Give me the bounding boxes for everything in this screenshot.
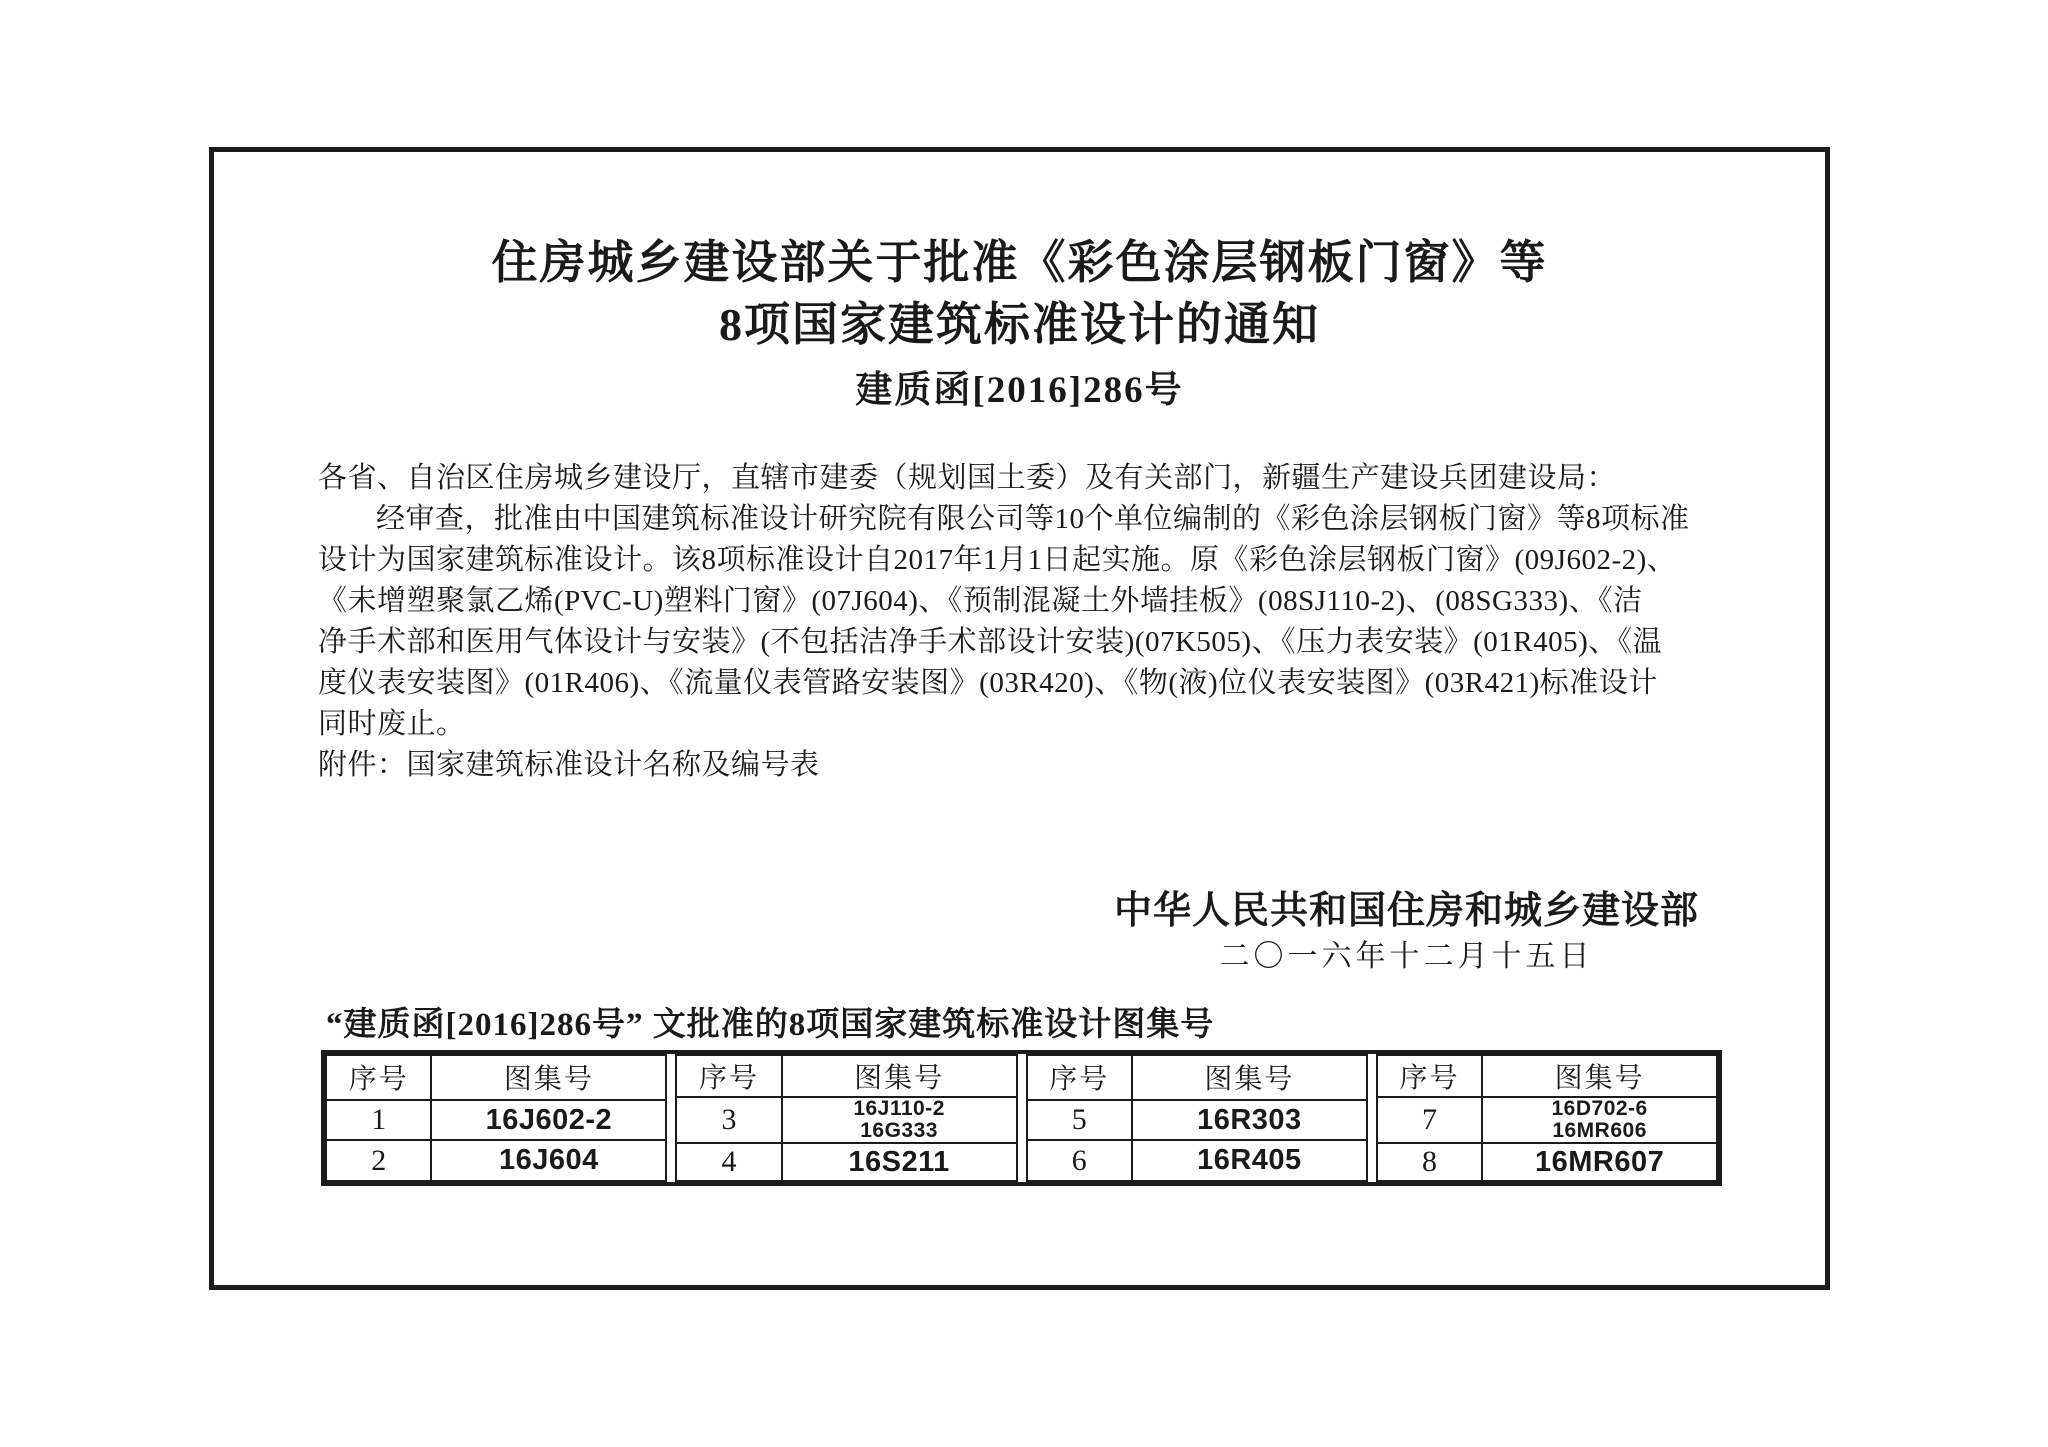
column-header-serial: 序号 <box>326 1055 431 1100</box>
table-caption: “建质函[2016]286号” 文批准的8项国家建筑标准设计图集号 <box>326 1007 1215 1043</box>
column-header-catalog: 图集号 <box>431 1055 666 1100</box>
catalog-number: 16J110-2 <box>853 1097 945 1120</box>
column-header-serial: 序号 <box>1027 1055 1132 1100</box>
catalog-cell: 16R303 <box>1132 1100 1367 1141</box>
body-line-attachment: 附件：国家建筑标准设计名称及编号表 <box>318 749 820 781</box>
serial-cell: 6 <box>1027 1140 1132 1181</box>
serial-cell: 1 <box>326 1100 431 1141</box>
document-title-line-1: 住房城乡建设部关于批准《彩色涂层钢板门窗》等 <box>491 237 1548 288</box>
catalog-number: 16G333 <box>860 1119 938 1142</box>
table-header-row <box>1377 1055 1717 1097</box>
table-row <box>326 1140 666 1181</box>
catalog-cell: 16J604 <box>431 1140 666 1181</box>
page-border <box>209 147 1830 1290</box>
column-header-catalog: 图集号 <box>1482 1055 1717 1097</box>
table-header-row <box>1027 1055 1367 1100</box>
body-paragraph <box>318 458 1738 786</box>
catalog-cell: 16J602-2 <box>431 1100 666 1141</box>
column-header-catalog: 图集号 <box>782 1055 1017 1097</box>
table-row <box>1027 1140 1367 1181</box>
catalog-number: 16MR606 <box>1552 1119 1647 1142</box>
serial-cell: 3 <box>676 1097 781 1143</box>
serial-cell: 5 <box>1027 1100 1132 1141</box>
catalog-cell: 16S211 <box>782 1143 1017 1181</box>
body-line: 度仪表安装图》(01R406)、《流量仪表管路安装图》(03R420)、《物(液)位仪表安装图》(03R421)标准设计 <box>318 667 1658 699</box>
document-title <box>214 232 1825 356</box>
catalog-table-group-2 <box>675 1054 1017 1182</box>
serial-cell: 2 <box>326 1140 431 1181</box>
body-line-salutation: 各省、自治区住房城乡建设厅，直辖市建委（规划国土委）及有关部门，新疆生产建设兵团建设局： <box>318 462 1617 494</box>
catalog-number-table <box>321 1050 1722 1186</box>
serial-cell: 7 <box>1377 1097 1482 1143</box>
column-header-catalog: 图集号 <box>1132 1055 1367 1100</box>
catalog-table-group-4 <box>1376 1054 1718 1182</box>
signature-date: 二〇一六年十二月十五日 <box>1219 940 1594 973</box>
document-title-line-2: 8项国家建筑标准设计的通知 <box>719 299 1320 350</box>
signature-block <box>1114 888 1699 980</box>
table-header-row <box>676 1055 1016 1097</box>
signature-authority: 中华人民共和国住房和城乡建设部 <box>1113 890 1699 932</box>
table-row <box>1027 1100 1367 1141</box>
body-line: 同时废止。 <box>318 708 466 740</box>
table-row <box>676 1143 1016 1181</box>
table-header-row <box>326 1055 666 1100</box>
catalog-cell <box>782 1097 1017 1143</box>
catalog-cell: 16MR607 <box>1482 1143 1717 1181</box>
body-line: 经审查，批准由中国建筑标准设计研究院有限公司等10个单位编制的《彩色涂层钢板门窗》等8项标准 <box>376 503 1690 535</box>
document-number: 建质函[2016]286号 <box>855 370 1184 411</box>
body-line: 净手术部和医用气体设计与安装》(不包括洁净手术部设计安装)(07K505)、《压力表安装》(01R405)、《温 <box>318 626 1663 658</box>
catalog-table-group-1 <box>325 1054 667 1182</box>
body-line: 《未增塑聚氯乙烯(PVC-U)塑料门窗》(07J604)、《预制混凝土外墙挂板》(08SJ110-2)、(08SG333)、《洁 <box>318 585 1643 617</box>
catalog-table-group-3 <box>1026 1054 1368 1182</box>
table-row <box>1377 1097 1717 1143</box>
column-header-serial: 序号 <box>676 1055 781 1097</box>
catalog-cell <box>1482 1097 1717 1143</box>
serial-cell: 8 <box>1377 1143 1482 1181</box>
catalog-number: 16D702-6 <box>1551 1097 1648 1120</box>
column-header-serial: 序号 <box>1377 1055 1482 1097</box>
table-row <box>326 1100 666 1141</box>
table-row <box>1377 1143 1717 1181</box>
catalog-cell: 16R405 <box>1132 1140 1367 1181</box>
table-row <box>676 1097 1016 1143</box>
body-line: 设计为国家建筑标准设计。该8项标准设计自2017年1月1日起实施。原《彩色涂层钢板门窗》(09J602-2)、 <box>318 544 1677 576</box>
serial-cell: 4 <box>676 1143 781 1181</box>
